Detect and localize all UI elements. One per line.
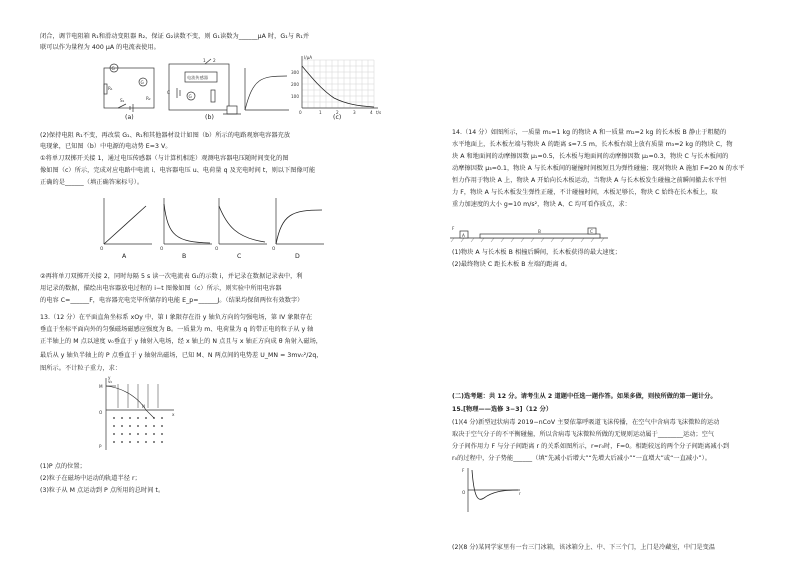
q13-line-3: 正半轴上的 M 点以速度 v₀垂直于 y 轴射入电场，经 x 轴上的 N 点且与 x 轴正方向成 θ 角射入磁场， xyxy=(40,338,323,345)
q14-line-4: 动摩擦因数 μ₃=0.1，物块 A 与长木板间的碰撞时间极短且为弹性碰撞；现对物块 A 施加 F=20 N 的水平 xyxy=(452,165,745,172)
svg-text:O: O xyxy=(215,246,219,251)
q15-line-4: r₀的过程中，分子势能______（填“先减小后增大”“先增大后减小”“一直增大”或“一直减小”）。 xyxy=(452,455,712,462)
q14-line-5: 恒力作用于物块 A 上，物块 A 开始向长木板运动，当物块 A 与长木板发生碰撞之前瞬间撤去水平恒 xyxy=(452,177,727,184)
q13-label-v0: v₀ xyxy=(108,379,113,384)
q13-line-2: 垂直于坐标平面向外的匀强磁场磁感应强度为 B。一质量为 m、电荷量为 q 的带正电的粒子从 y 轴 xyxy=(40,326,314,333)
p2-line-5: 正确的是______（填正确答案标号）。 xyxy=(40,179,144,186)
fig-c-xtick-0: 0 xyxy=(299,110,302,115)
option-c-label: C xyxy=(237,253,242,260)
q13-label-o: O xyxy=(99,410,103,415)
fig-c-y-label: I/μA xyxy=(304,55,313,60)
q13-line-4: 最后从 y 轴负半轴上的 P 点垂直于 y 轴射出磁场，已知 M、N 两点间的电势差 U_MN = 3mv₀²/2q， xyxy=(40,352,323,359)
q15-label-f: F xyxy=(462,468,465,473)
q15-title: 15.[物理——选修 3−3]（12 分） xyxy=(452,406,553,413)
p2-line-2: 电现象，已知图（b）中电源的电动势 E=3 V。 xyxy=(40,143,172,150)
q15-last-line: (2)(8 分)某同学家里有一台三门冰箱，该冰箱分上、中、下三个门，上门是冷藏室，中门是变温 xyxy=(452,544,716,551)
q15-label-o: O xyxy=(462,490,466,495)
option-b-label: B xyxy=(182,253,187,260)
fig-b-caption: (b) xyxy=(205,114,214,121)
fig-c-xtick-4: 4 xyxy=(370,110,373,115)
option-graph-a xyxy=(100,196,155,251)
option-graph-c xyxy=(215,196,270,251)
figure-c-chart xyxy=(291,55,384,118)
q14-line-6: 力 F，物块 A 与长木板发生弹性正碰，不计碰撞时间，木板足够长，物块 C 始终在长木板上，取 xyxy=(452,189,718,196)
p3-line-1: ②再将单刀双掷开关接 2，同时每隔 5 s 读一次电流表 G₁的示数 i，并记录在数据记录表中，利 xyxy=(40,273,303,280)
svg-text:1: 1 xyxy=(203,58,206,63)
q13-line-1: 13.（12 分）在平面直角坐标系 xOy 中，第 I 象限存在沿 y 轴负方向的匀强电场，第 IV 象限存在 xyxy=(40,314,313,321)
option-graph-b xyxy=(160,196,215,251)
p1-line-1: 闭合，调节电阻箱 R₁和滑动变阻器 R₂，保证 G₂读数不变，则 G₁读数为______μA 时，G₁与 R₁并 xyxy=(40,33,310,40)
fig-c-xtick-1: 1 xyxy=(319,110,322,115)
q15-line-1: (1)(4 分)新型冠状病毒 2019−nCoV 主要依靠呼吸道飞沫传播，在空气中含病毒飞沫微粒的运动 xyxy=(452,419,720,426)
p3-line-2: 用记录的数据，描绘出电容器放电过程的 i−t 图像如图（c）所示，则实验中所用电容器 xyxy=(40,285,282,292)
svg-text:G: G xyxy=(111,66,115,71)
q14-line-2: 水平地面上，长木板左端与物块 A 的距离 s=7.5 m，长木板右端上放有质量 m₃=2 kg 的物块 C，物 xyxy=(452,141,733,148)
svg-text:O: O xyxy=(272,246,276,251)
svg-text:G: G xyxy=(140,80,144,85)
q15-line-2: 取决于空气分子的不平衡碰撞，所以含病毒飞沫微粒所做的无规则运动属于________运动；空气 xyxy=(452,431,715,438)
q14-label-f: F xyxy=(452,226,455,231)
q13-sub-1: (1)P 点的位置； xyxy=(40,463,86,470)
q14-line-3: 块 A 和地面间的动摩擦因数 μ₁=0.5，长木板与地面间的动摩擦因数 μ₂=0.3，物块 C 与长木板间的 xyxy=(452,153,729,160)
q13-sub-2: (2)粒子在磁场中运动的轨道半径 r； xyxy=(40,475,141,482)
fig-c-caption: (c) xyxy=(333,114,342,121)
section-header: (二)选考题：共 12 分。请考生从 2 道题中任选一题作答。如果多做，则按所做的第一题计分。 xyxy=(452,393,717,400)
q13-field-figure xyxy=(96,376,176,454)
fig-c-xtick-2: 2 xyxy=(336,110,339,115)
q15-label-r: r xyxy=(519,491,521,496)
q14-sub-2: (2)最终物块 C 距长木板 B 左端的距离 d。 xyxy=(452,261,571,268)
q13-label-y: y xyxy=(108,375,111,380)
q13-label-x: x xyxy=(172,412,175,417)
q15-force-figure xyxy=(462,468,522,514)
p2-line-1: (2)保持电阻 R₁不变，再改装 G₁、R₁和其他器材设计如图（b）所示的电路观察电容器充放 xyxy=(40,132,291,139)
q13-sub-3: (3)粒子从 M 点运动到 P 点所用的总时间 t。 xyxy=(40,487,165,494)
svg-text:O: O xyxy=(100,246,104,251)
svg-text:G: G xyxy=(188,94,192,99)
p1-line-2: 联可以作为量程为 400 μA 的电流表使用。 xyxy=(40,44,160,51)
svg-text:R₂: R₂ xyxy=(146,96,151,101)
q13-label-p: P xyxy=(99,444,102,449)
figure-a-circuit xyxy=(98,60,158,120)
fig-c-xtick-3: 3 xyxy=(353,110,356,115)
q14-label-c: C xyxy=(590,229,593,234)
q14-sub-1: (1)物块 A 与长木板 B 相撞后瞬间，长木板获得的最大速度； xyxy=(452,249,622,256)
svg-text:R₁: R₁ xyxy=(108,86,113,91)
svg-text:S₁: S₁ xyxy=(120,98,125,103)
svg-text:C: C xyxy=(167,90,170,95)
q14-label-b: B xyxy=(538,229,541,234)
q13-line-5: 图所示。不计粒子重力，求： xyxy=(40,365,122,372)
fig-c-ytick-100: 100 xyxy=(291,94,299,99)
svg-text:2: 2 xyxy=(213,58,216,63)
fig-c-ytick-200: 200 xyxy=(291,82,299,87)
figure-b-graph xyxy=(243,66,293,116)
p3-line-3: 的电容 C=______F，电容器充电完毕所储存的电能 E_p=______J。（结果均保留两位有效数字） xyxy=(40,297,304,304)
q14-blocks-figure xyxy=(450,220,610,244)
q13-label-m: M xyxy=(99,384,103,389)
fig-a-caption: (a) xyxy=(125,114,134,121)
q14-line-1: 14.（14 分）如图所示，一质量 m₁=1 kg 的物块 A 和一质量 m₂=2 kg 的长木板 B 静止于粗糙的 xyxy=(452,129,727,136)
p2-line-4: 像如图（c）所示，完成对应电路中电流 i、电容器电压 u、电荷量 q 及充电时间 t，则以下图像可能 xyxy=(40,167,316,174)
svg-text:O: O xyxy=(160,246,164,251)
option-d-label: D xyxy=(295,253,300,260)
option-a-label: A xyxy=(122,253,127,260)
fig-c-ytick-300: 300 xyxy=(291,70,299,75)
q13-label-n: N xyxy=(142,404,146,409)
q14-line-7: 重力加速度的大小 g=10 m/s²，物块 A、C 均可看作质点，求： xyxy=(452,201,631,208)
fig-b-box-label: 电流传感器 xyxy=(187,75,208,80)
option-graph-d xyxy=(272,196,327,251)
q15-line-3: 分子间作用力 F 与分子间距离 r 的关系如图所示，r=r₀时，F=0。相距较远的两个分子间距离减小到 xyxy=(452,443,730,450)
q14-label-a: A xyxy=(462,233,465,238)
fig-c-x-label: t/s xyxy=(376,110,382,115)
p2-line-3: ①将单刀双掷开关接 1，通过电压传感器（与计算机相连）观测电容器电压随时间变化的图 xyxy=(40,155,289,162)
